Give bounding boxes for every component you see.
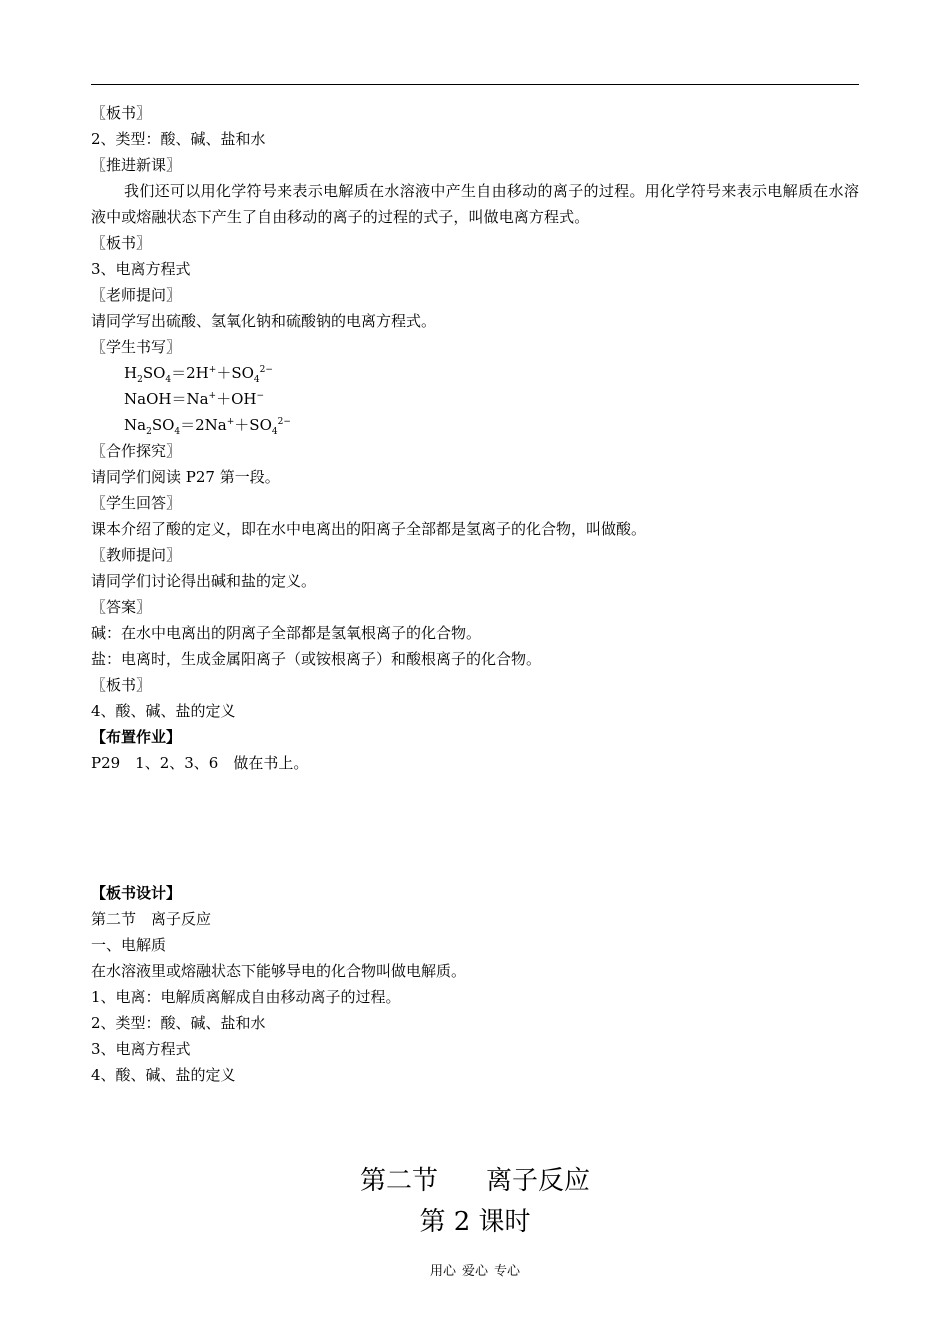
text-line: 碱：在水中电离出的阴离子全部都是氢氧根离子的化合物。 [91,624,482,642]
text-line: 3、电离方程式 [91,1040,191,1058]
text-line: 请同学们阅读 P27 第一段。 [91,468,280,486]
text-line: 请同学写出硫酸、氢氧化钠和硫酸钠的电离方程式。 [91,312,437,330]
section-label: 〖学生书写〗 [91,338,182,356]
text-line: 请同学们讨论得出碱和盐的定义。 [91,572,317,590]
equation-h2so4: $H_2SO_4=2H^++SO_4^{2-}$ [124,364,273,385]
section-label: 〖答案〗 [91,598,152,616]
lesson-subtitle: 第 2 课时 [419,1207,531,1237]
text-line: 1、电离：电解质离解成自由移动离子的过程。 [91,988,401,1006]
section-label: 〖合作探究〗 [91,442,182,460]
section-label: 〖老师提问〗 [91,286,182,304]
board-design-heading: 【板书设计】 [91,884,182,902]
text-line: 2、类型：酸、碱、盐和水 [91,1014,266,1032]
equation-naoh: NaOH＝Na+＋OH− [124,390,264,408]
text-line: 第二节 离子反应 [91,910,212,928]
homework-heading: 【布置作业】 [91,728,182,746]
section-label: 〖学生回答〗 [91,494,182,512]
section-label: 〖推进新课〗 [91,156,182,174]
section-label: 〖教师提问〗 [91,546,182,564]
section-label: 〖板书〗 [91,676,152,694]
section-label: 〖板书〗 [91,104,152,122]
lesson-title: 第二节 离子反应 [359,1166,591,1196]
header-rule [91,84,859,85]
text-line: 4、酸、碱、盐的定义 [91,1066,236,1084]
equation-na2so4: $Na_2SO_4=2Na^++SO_4^{2-}$ [124,416,291,437]
homework-text: P29 1、2、3、6 做在书上。 [91,754,309,772]
text-line: 课本介绍了酸的定义，即在水中电离出的阳离子全部都是氢离子的化合物，叫做酸。 [91,520,647,538]
text-line: 4、酸、碱、盐的定义 [91,702,236,720]
paragraph: 我们还可以用化学符号来表示电解质在水溶液中产生自由移动的离子的过程。用化学符号来表示电解质在水溶液中或熔融状态下产生了自由移动的离子的过程的式子，叫做电离方程式。 [91,182,859,226]
page-footer: 用心 爱心 专心 [429,1264,521,1279]
text-line: 3、电离方程式 [91,260,191,278]
text-line: 2、类型：酸、碱、盐和水 [91,130,266,148]
spacer [91,776,859,880]
text-line: 在水溶液里或熔融状态下能够导电的化合物叫做电解质。 [91,962,467,980]
section-label: 〖板书〗 [91,234,152,252]
text-line: 盐：电离时，生成金属阳离子（或铵根离子）和酸根离子的化合物。 [91,650,542,668]
text-line: 一、电解质 [91,936,167,954]
document-body [91,100,859,1088]
